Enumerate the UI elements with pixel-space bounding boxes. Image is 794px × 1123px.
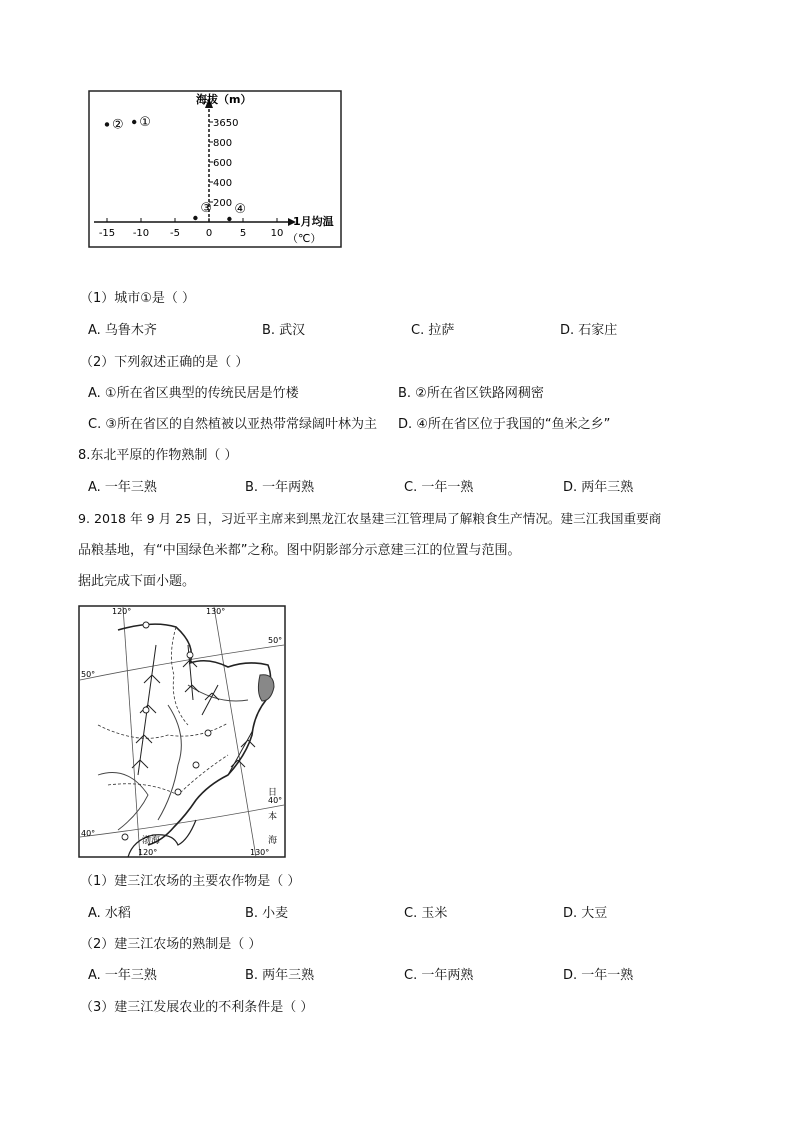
lon-label-130-bottom: 130°: [250, 848, 270, 857]
map-svg: [78, 605, 286, 858]
q9-sub1-option-d[interactable]: D. 大豆: [563, 906, 608, 921]
x-ticks: [99, 218, 284, 239]
q7-sub1-option-c[interactable]: C. 拉萨: [411, 323, 455, 338]
q9-intro-line1: 9. 2018 年 9 月 25 日，习近平主席来到黑龙江农垦建三江管理局了解粮食生产情况。建三江我国重要商: [78, 511, 662, 526]
q9-intro-line3: 据此完成下面小题。: [78, 574, 196, 589]
northeast-china-map: [78, 605, 286, 858]
x-tick-label: 0: [205, 228, 213, 239]
sea-label-japan-1: 日: [268, 788, 278, 798]
x-tick-label: 5: [239, 228, 247, 239]
q7-sub1-option-d[interactable]: D. 石家庄: [560, 323, 618, 338]
q7-sub2-option-a[interactable]: A. ①所在省区典型的传统民居是竹楼: [88, 386, 299, 401]
data-point-label: ①: [139, 115, 151, 130]
q9-sub1-option-a[interactable]: A. 水稻: [88, 906, 131, 921]
q7-sub1-option-a[interactable]: A. 乌鲁木齐: [88, 323, 157, 338]
x-tick-label: -5: [170, 228, 180, 239]
data-point-label: ②: [112, 117, 124, 133]
q9-sub2-option-d[interactable]: D. 一年一熟: [563, 968, 634, 983]
q7-sub1-stem: （1）城市①是（ ）: [80, 291, 196, 306]
x-axis-unit: （℃）: [287, 232, 322, 245]
y-tick-label: 200: [213, 198, 233, 209]
lat-label-40-right: 40°: [268, 796, 283, 805]
q8-stem: 8.东北平原的作物熟制（ ）: [78, 448, 238, 463]
data-point-label: ③: [200, 201, 213, 216]
q7-sub2-option-d[interactable]: D. ④所在省区位于我国的“鱼米之乡”: [398, 417, 611, 432]
q9-sub2-stem: （2）建三江农场的熟制是（ ）: [80, 937, 262, 952]
q8-option-c[interactable]: C. 一年一熟: [404, 480, 474, 495]
q8-option-a[interactable]: A. 一年三熟: [88, 480, 157, 495]
y-tick-label: 400: [213, 178, 233, 189]
q9-intro-line2: 品粮基地，有“中国绿色米都”之称。图中阴影部分示意建三江的位置与范围。: [78, 543, 521, 558]
lon-label-120-top: 120°: [112, 607, 132, 616]
q7-sub2-stem: （2）下列叙述正确的是（ ）: [80, 355, 249, 370]
q9-sub3-stem: （3）建三江发展农业的不利条件是（ ）: [80, 1000, 314, 1015]
q8-option-b[interactable]: B. 一年两熟: [245, 480, 315, 495]
q9-sub2-option-b[interactable]: B. 两年三熟: [245, 968, 315, 983]
q9-sub1-stem: （1）建三江农场的主要农作物是（ ）: [80, 874, 301, 889]
data-point: [227, 217, 231, 221]
y-tick-label: 600: [213, 158, 233, 169]
q7-sub1-option-b[interactable]: B. 武汉: [262, 323, 306, 338]
lat-label-50-left: 50°: [81, 670, 96, 679]
x-tick-label: 10: [270, 228, 284, 239]
sea-label-japan-2: 本: [268, 812, 278, 822]
x-tick-label: -15: [98, 228, 116, 239]
data-point-label: ④: [234, 202, 247, 217]
q9-sub2-option-c[interactable]: C. 一年两熟: [404, 968, 474, 983]
y-ticks: [209, 118, 238, 209]
sea-label-bohai: 渤海: [142, 836, 161, 846]
x-tick-label: -10: [132, 228, 150, 239]
lat-label-50-right: 50°: [268, 636, 283, 645]
data-point: [105, 122, 109, 126]
y-tick-label: 800: [213, 138, 233, 149]
data-point: [132, 120, 136, 124]
q9-sub1-option-c[interactable]: C. 玉米: [404, 906, 448, 921]
q9-sub2-option-a[interactable]: A. 一年三熟: [88, 968, 157, 983]
altitude-temperature-chart: [88, 90, 342, 248]
sea-label-japan-3: 海: [268, 836, 278, 846]
lat-label-40-left: 40°: [81, 829, 96, 838]
lon-label-130-top: 130°: [206, 607, 226, 616]
q7-sub2-option-b[interactable]: B. ②所在省区铁路网稠密: [398, 386, 544, 401]
y-axis-label: 海拔（m）: [196, 93, 252, 106]
x-axis-label: 1月均温: [293, 215, 334, 228]
lon-label-120-bottom: 120°: [138, 848, 158, 857]
q8-option-d[interactable]: D. 两年三熟: [563, 480, 634, 495]
chart-svg: [88, 90, 342, 248]
data-point: [193, 216, 197, 220]
q9-sub1-option-b[interactable]: B. 小麦: [245, 906, 289, 921]
q7-sub2-option-c[interactable]: C. ③所在省区的自然植被以亚热带常绿阔叶林为主: [88, 417, 377, 432]
y-tick-label: 3650: [213, 118, 239, 129]
